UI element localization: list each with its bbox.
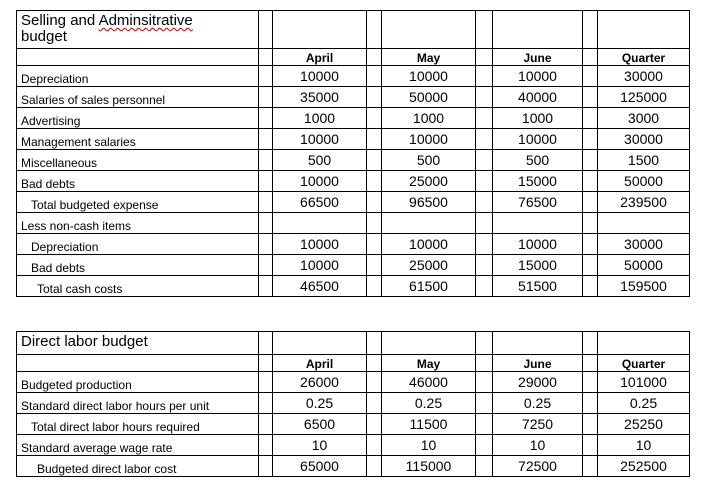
cell-value: 30000: [598, 234, 690, 255]
table-row: [17, 87, 690, 108]
cell-value: 10: [273, 435, 367, 456]
cell-value: 0.25: [273, 393, 367, 414]
row-label: Budgeted production: [17, 372, 259, 393]
col-header-may: May: [382, 355, 476, 372]
cell-value: 10000: [273, 255, 367, 276]
cell-value: 10000: [273, 129, 367, 150]
col-header-june: June: [493, 355, 583, 372]
table-row: [17, 276, 690, 297]
table-row: [17, 372, 690, 393]
cell-value: 10000: [382, 129, 476, 150]
cell-value: 51500: [493, 276, 583, 297]
cell-value: 96500: [382, 192, 476, 213]
row-label: Less non-cash items: [17, 213, 259, 234]
cell-value: [273, 213, 367, 234]
cell-value: 125000: [598, 87, 690, 108]
table-row: [17, 414, 690, 435]
cell-value: 65000: [273, 456, 367, 477]
table-row: [17, 192, 690, 213]
cell-value: 26000: [273, 372, 367, 393]
selling-admin-budget-table: [16, 10, 690, 297]
cell-value: 30000: [598, 66, 690, 87]
cell-value: 15000: [493, 171, 583, 192]
cell-value: 10: [493, 435, 583, 456]
cell-value: [493, 213, 583, 234]
cell-value: 11500: [382, 414, 476, 435]
col-header-april: April: [273, 355, 367, 372]
cell-value: 1000: [273, 108, 367, 129]
row-label: Advertising: [17, 108, 259, 129]
row-label: Salaries of sales personnel: [17, 87, 259, 108]
cell-value: [598, 213, 690, 234]
cell-value: 29000: [493, 372, 583, 393]
col-header-april: April: [273, 49, 367, 66]
cell-value: 159500: [598, 276, 690, 297]
table-row: [17, 435, 690, 456]
selling-admin-title: Selling and Adminsitrative budget: [17, 11, 259, 49]
col-header-quarter: Quarter: [598, 355, 690, 372]
cell-value: 25250: [598, 414, 690, 435]
row-label: Depreciation: [17, 234, 259, 255]
table-row: [17, 108, 690, 129]
cell-value: 50000: [598, 171, 690, 192]
cell-value: 7250: [493, 414, 583, 435]
cell-value: 50000: [598, 255, 690, 276]
cell-value: 10000: [273, 171, 367, 192]
cell-value: 239500: [598, 192, 690, 213]
row-label: Standard average wage rate: [17, 435, 259, 456]
row-label: Total cash costs: [17, 276, 259, 297]
table-row: [17, 393, 690, 414]
col-header-may: May: [382, 49, 476, 66]
cell-value: 66500: [273, 192, 367, 213]
cell-value: 40000: [493, 87, 583, 108]
cell-value: 30000: [598, 129, 690, 150]
cell-value: 46500: [273, 276, 367, 297]
cell-value: 50000: [382, 87, 476, 108]
row-label: Management salaries: [17, 129, 259, 150]
misspelled-word: Adminsitrative: [98, 12, 193, 29]
cell-value: 115000: [382, 456, 476, 477]
cell-value: 15000: [493, 255, 583, 276]
row-label: Miscellaneous: [17, 150, 259, 171]
cell-value: 10000: [493, 234, 583, 255]
cell-value: 10000: [382, 66, 476, 87]
cell-value: 500: [382, 150, 476, 171]
cell-value: 76500: [493, 192, 583, 213]
cell-value: 10000: [493, 129, 583, 150]
table-row: [17, 129, 690, 150]
cell-value: 10000: [273, 234, 367, 255]
cell-value: 6500: [273, 414, 367, 435]
cell-value: 1000: [493, 108, 583, 129]
table-row: [17, 456, 690, 477]
cell-value: 500: [493, 150, 583, 171]
row-label: Budgeted direct labor cost: [17, 456, 259, 477]
table-row: [17, 66, 690, 87]
cell-value: 25000: [382, 255, 476, 276]
direct-labor-budget-table: [16, 331, 690, 477]
table-row: [17, 255, 690, 276]
cell-value: 0.25: [493, 393, 583, 414]
table-row: [17, 234, 690, 255]
row-label: Bad debts: [17, 255, 259, 276]
col-header-quarter: Quarter: [598, 49, 690, 66]
row-label: Depreciation: [17, 66, 259, 87]
cell-value: 35000: [273, 87, 367, 108]
cell-value: 46000: [382, 372, 476, 393]
table-row: [17, 171, 690, 192]
cell-value: 252500: [598, 456, 690, 477]
cell-value: 72500: [493, 456, 583, 477]
row-label: Total direct labor hours required: [17, 414, 259, 435]
cell-value: 500: [273, 150, 367, 171]
cell-value: 25000: [382, 171, 476, 192]
cell-value: 0.25: [382, 393, 476, 414]
cell-value: 3000: [598, 108, 690, 129]
cell-value: 10: [598, 435, 690, 456]
cell-value: 0.25: [598, 393, 690, 414]
direct-labor-title: Direct labor budget: [17, 332, 259, 355]
cell-value: 10000: [493, 66, 583, 87]
table-row: [17, 213, 690, 234]
cell-value: 10000: [382, 234, 476, 255]
row-label: Total budgeted expense: [17, 192, 259, 213]
cell-value: 61500: [382, 276, 476, 297]
cell-value: 10: [382, 435, 476, 456]
row-label: Standard direct labor hours per unit: [17, 393, 259, 414]
cell-value: 1000: [382, 108, 476, 129]
table-row: [17, 150, 690, 171]
col-header-june: June: [493, 49, 583, 66]
cell-value: 10000: [273, 66, 367, 87]
cell-value: [382, 213, 476, 234]
cell-value: 101000: [598, 372, 690, 393]
row-label: Bad debts: [17, 171, 259, 192]
cell-value: 1500: [598, 150, 690, 171]
